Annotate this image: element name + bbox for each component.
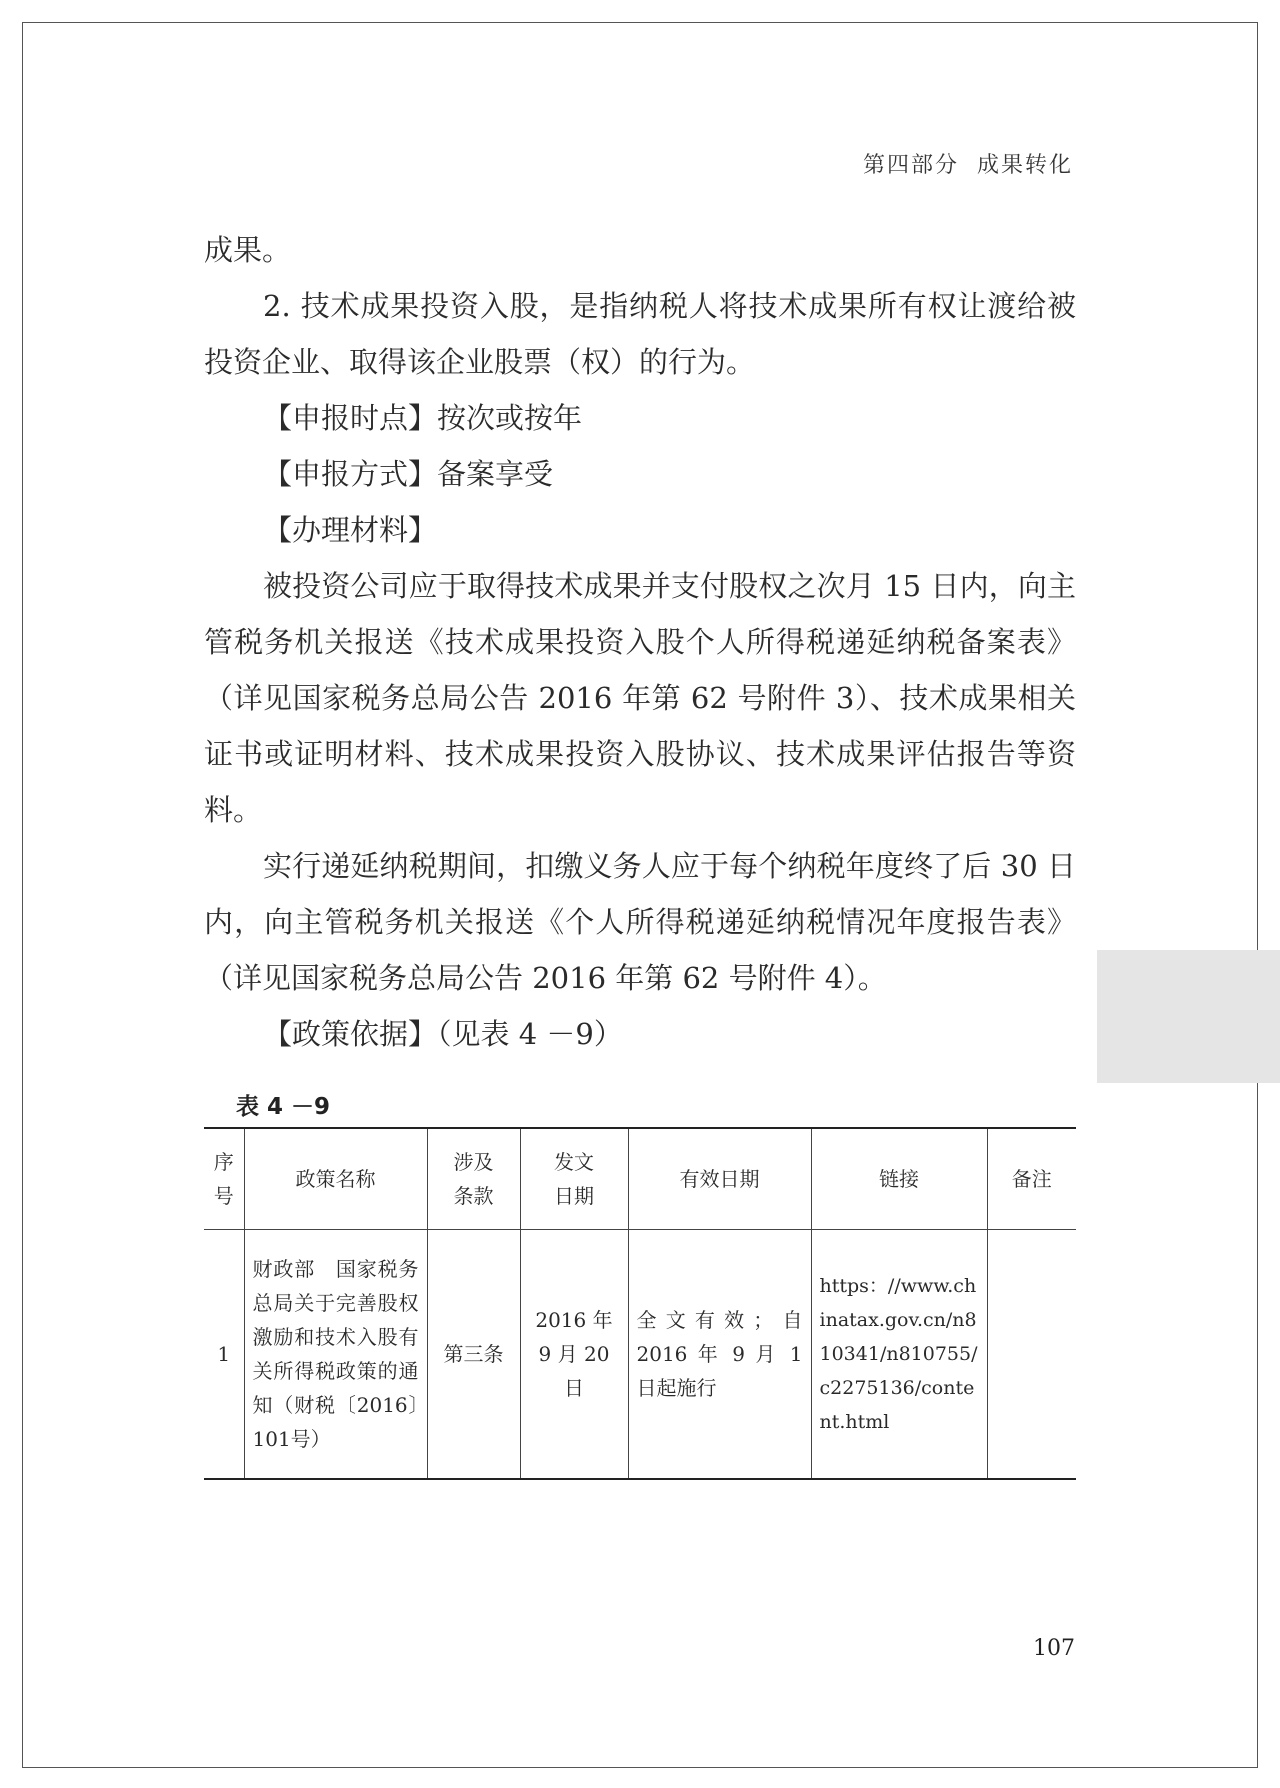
side-thumb-tab bbox=[1097, 950, 1280, 1083]
paragraph: 实行递延纳税期间，扣缴义务人应于每个纳税年度终了后 30 日内，向主管税务机关报送《个人所得税递延纳税情况年度报告表》（详见国家税务总局公告 2016 年第 62 号附件 4）。 bbox=[204, 849, 1076, 995]
col-header-no: 序号 bbox=[204, 1128, 244, 1230]
running-header bbox=[863, 148, 1073, 179]
declaration-method: 【申报方式】备案享受 bbox=[263, 457, 554, 491]
col-header-effective: 有效日期 bbox=[628, 1128, 811, 1230]
policy-table bbox=[204, 1127, 1076, 1480]
cell-clause: 第三条 bbox=[427, 1230, 520, 1480]
materials-heading: 【办理材料】 bbox=[263, 513, 438, 547]
cell-no: 1 bbox=[204, 1230, 244, 1480]
cell-issue-date: 2016 年 9 月 20 日 bbox=[520, 1230, 628, 1480]
paragraph: 2. 技术成果投资入股，是指纳税人将技术成果所有权让渡给被投资企业、取得该企业股票（权）的行为。 bbox=[204, 289, 1076, 379]
col-header-note: 备注 bbox=[987, 1128, 1076, 1230]
policy-basis: 【政策依据】（见表 4 －9） bbox=[263, 1017, 623, 1051]
col-header-issue-date: 发文日期 bbox=[520, 1128, 628, 1230]
header-section: 成果转化 bbox=[976, 153, 1073, 178]
cell-link[interactable]: https：//www.chinatax.gov.cn/n810341/n810755/c2275136/content.html bbox=[811, 1230, 987, 1480]
col-header-clause: 涉及条款 bbox=[427, 1128, 520, 1230]
body-text bbox=[204, 222, 1076, 1062]
paragraph: 被投资公司应于取得技术成果并支付股权之次月 15 日内，向主管税务机关报送《技术成果投资入股个人所得税递延纳税备案表》（详见国家税务总局公告 2016 年第 62 号附件 3）、技术成果相关证书或证明材料、技术成果投资入股协议、技术成果评估报告等资料。 bbox=[204, 569, 1076, 827]
cell-policy-name: 财政部 国家税务总局关于完善股权激励和技术入股有关所得税政策的通知（财税〔2016〕101号） bbox=[244, 1230, 427, 1480]
table-row bbox=[204, 1230, 1076, 1480]
cell-note bbox=[987, 1230, 1076, 1480]
page-number: 107 bbox=[1033, 1636, 1075, 1661]
table-header-row bbox=[204, 1128, 1076, 1230]
col-header-link: 链接 bbox=[811, 1128, 987, 1230]
header-part: 第四部分 bbox=[862, 153, 959, 178]
cell-effective-date: 全文有效；自 2016 年 9 月 1 日起施行 bbox=[628, 1230, 811, 1480]
paragraph: 成果。 bbox=[204, 233, 292, 267]
table-caption: 表 4 －9 bbox=[236, 1094, 331, 1120]
declaration-timing: 【申报时点】按次或按年 bbox=[263, 401, 583, 435]
col-header-name: 政策名称 bbox=[244, 1128, 427, 1230]
